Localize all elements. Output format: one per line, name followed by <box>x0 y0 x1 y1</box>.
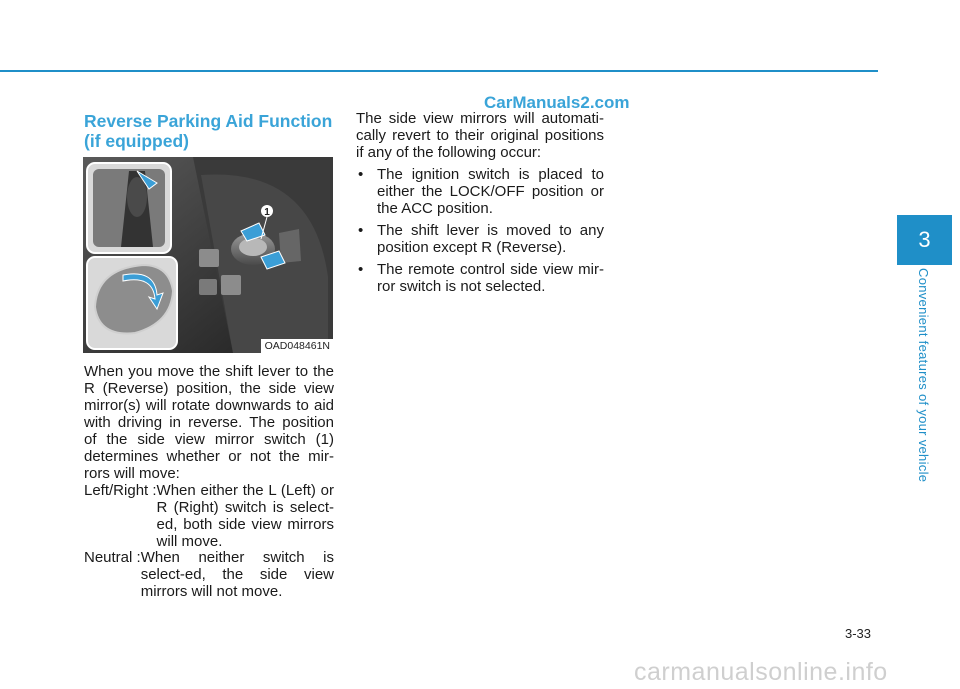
page-number: 3-33 <box>845 626 872 641</box>
mirror-switch-figure <box>83 157 333 353</box>
definition-neutral <box>84 549 334 600</box>
definition-term: Neutral : <box>84 549 141 566</box>
figure-code: OAD048461N <box>261 339 333 353</box>
definition-desc: When either the L (Left) or R (Right) switch is select-ed, both side view mirrors will move. <box>156 482 334 550</box>
chapter-title: Convenient features of your vehicle <box>915 268 931 483</box>
section-heading: Reverse Parking Aid Function (if equipped) <box>84 111 333 151</box>
intro-paragraph: When you move the shift lever to the R (Reverse) position, the side view mirror(s) will rotate downwards to aid with driving in reverse. The position of the side view mirror switch (1) determines whether or not the mir-rors will move: <box>84 363 334 482</box>
list-item: • The shift lever is moved to any position except R (Reverse). <box>356 222 604 256</box>
figure-callout-1: 1 <box>264 207 270 218</box>
revert-intro-paragraph: The side view mirrors will automati-cally revert to their original positions if any of the following occur: <box>356 110 604 161</box>
definition-left-right <box>84 482 334 550</box>
list-item: • The remote control side view mir-ror switch is not selected. <box>356 261 604 295</box>
figure-illustration <box>83 157 333 353</box>
list-item: • The ignition switch is placed to either the LOCK/OFF position or the ACC position. <box>356 166 604 217</box>
chapter-tab: 3 <box>897 215 952 265</box>
header-rule <box>0 70 878 72</box>
chapter-title-vertical <box>897 268 952 498</box>
revert-conditions-list <box>356 166 604 300</box>
watermark-top[interactable]: CarManuals2.com <box>484 93 630 112</box>
watermark-bottom[interactable]: carmanualsonline.info <box>634 658 888 686</box>
definition-desc: When neither switch is select-ed, the side view mirrors will not move. <box>140 549 334 600</box>
definition-term: Left/Right : <box>84 482 157 499</box>
